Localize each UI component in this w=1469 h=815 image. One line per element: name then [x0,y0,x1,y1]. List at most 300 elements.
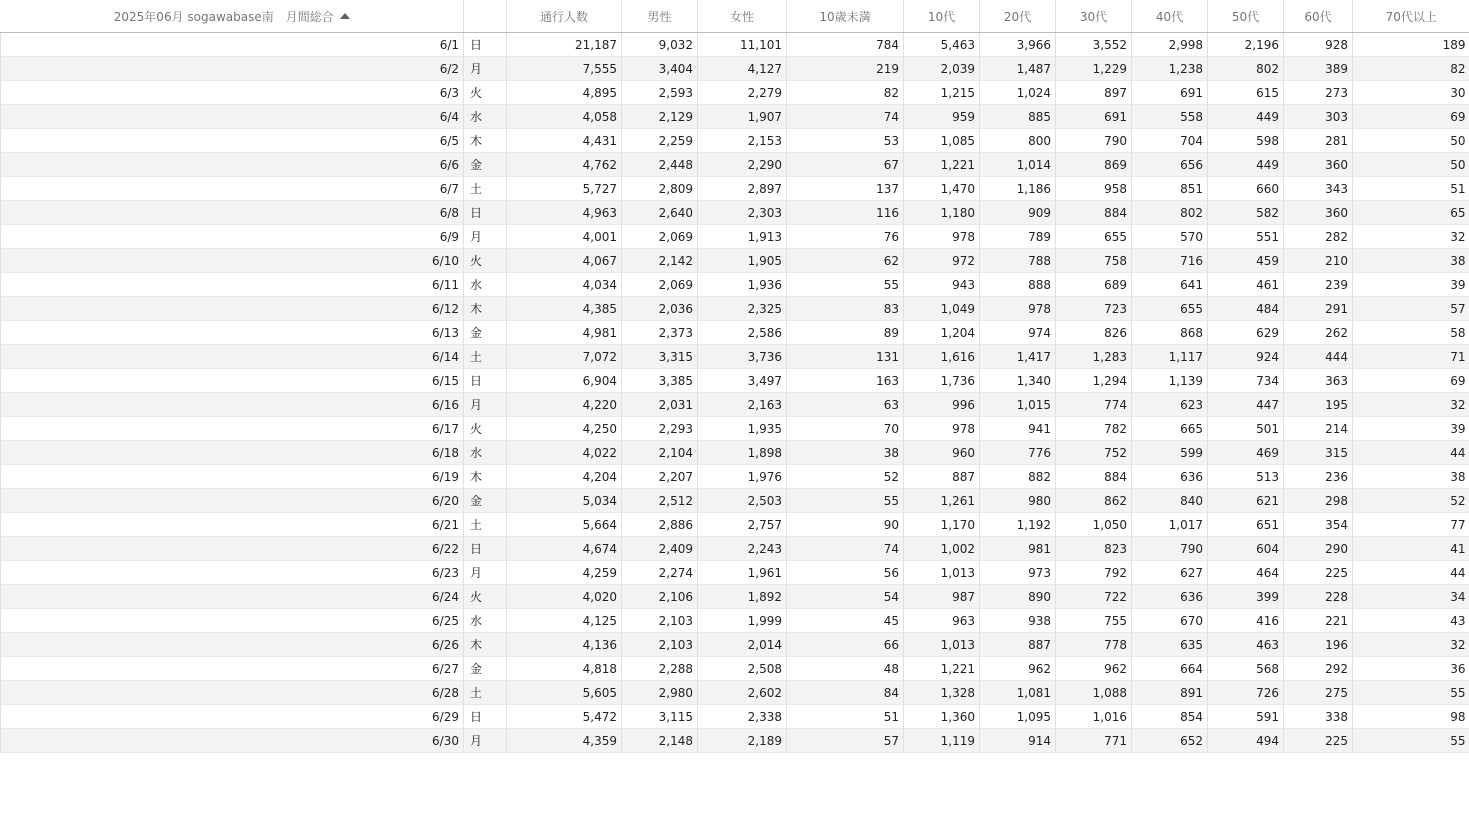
weekday-cell: 木 [464,129,507,153]
value-cell: 2,303 [698,201,787,225]
value-cell: 914 [980,729,1056,753]
value-cell: 3,966 [980,33,1056,57]
value-cell: 71 [1353,345,1469,369]
value-cell: 98 [1353,705,1469,729]
value-cell: 315 [1284,441,1353,465]
value-cell: 90 [787,513,904,537]
weekday-cell: 日 [464,201,507,225]
value-cell: 281 [1284,129,1353,153]
value-cell: 63 [787,393,904,417]
value-cell: 4,020 [507,585,622,609]
value-cell: 74 [787,105,904,129]
value-cell: 1,186 [980,177,1056,201]
value-cell: 2,031 [622,393,698,417]
value-cell: 21,187 [507,33,622,57]
value-cell: 214 [1284,417,1353,441]
value-cell: 4,127 [698,57,787,81]
value-cell: 55 [787,489,904,513]
value-cell: 77 [1353,513,1469,537]
value-cell: 84 [787,681,904,705]
value-cell: 32 [1353,633,1469,657]
table-row [1,345,1469,369]
weekday-cell: 土 [464,345,507,369]
value-cell: 802 [1208,57,1284,81]
value-cell: 635 [1132,633,1208,657]
value-cell: 2,288 [622,657,698,681]
value-cell: 582 [1208,201,1284,225]
value-cell: 4,250 [507,417,622,441]
weekday-cell: 月 [464,225,507,249]
value-cell: 652 [1132,729,1208,753]
table-row [1,201,1469,225]
value-cell: 2,103 [622,633,698,657]
table-row [1,561,1469,585]
value-cell: 74 [787,537,904,561]
value-cell: 962 [1056,657,1132,681]
table-row [1,129,1469,153]
table-row [1,609,1469,633]
value-cell: 4,034 [507,273,622,297]
weekday-cell: 水 [464,273,507,297]
value-cell: 4,136 [507,633,622,657]
value-cell: 1,016 [1056,705,1132,729]
value-cell: 854 [1132,705,1208,729]
column-header[interactable]: 40代 [1132,0,1208,33]
value-cell: 996 [904,393,980,417]
value-cell: 1,204 [904,321,980,345]
value-cell: 2,897 [698,177,787,201]
value-cell: 55 [1353,729,1469,753]
value-cell: 2,148 [622,729,698,753]
value-cell: 2,036 [622,297,698,321]
value-cell: 2,103 [622,609,698,633]
value-cell: 290 [1284,537,1353,561]
weekday-cell: 火 [464,585,507,609]
value-cell: 7,555 [507,57,622,81]
value-cell: 116 [787,201,904,225]
weekday-cell: 月 [464,729,507,753]
table-row [1,249,1469,273]
value-cell: 50 [1353,153,1469,177]
date-cell: 6/18 [1,441,464,465]
value-cell: 69 [1353,369,1469,393]
value-cell: 39 [1353,417,1469,441]
value-cell: 1,283 [1056,345,1132,369]
value-cell: 868 [1132,321,1208,345]
value-cell: 1,417 [980,345,1056,369]
value-cell: 621 [1208,489,1284,513]
value-cell: 189 [1353,33,1469,57]
table-row [1,369,1469,393]
value-cell: 790 [1132,537,1208,561]
table-row [1,729,1469,753]
weekday-cell: 水 [464,105,507,129]
value-cell: 4,259 [507,561,622,585]
table-row [1,393,1469,417]
value-cell: 4,385 [507,297,622,321]
weekday-cell: 金 [464,657,507,681]
value-cell: 69 [1353,105,1469,129]
value-cell: 48 [787,657,904,681]
date-cell: 6/7 [1,177,464,201]
value-cell: 604 [1208,537,1284,561]
value-cell: 598 [1208,129,1284,153]
date-cell: 6/25 [1,609,464,633]
date-cell: 6/19 [1,465,464,489]
column-header[interactable]: 30代 [1056,0,1132,33]
value-cell: 888 [980,273,1056,297]
value-cell: 2,014 [698,633,787,657]
value-cell: 1,905 [698,249,787,273]
value-cell: 897 [1056,81,1132,105]
value-cell: 1,049 [904,297,980,321]
value-cell: 909 [980,201,1056,225]
value-cell: 591 [1208,705,1284,729]
value-cell: 89 [787,321,904,345]
value-cell: 3,736 [698,345,787,369]
value-cell: 755 [1056,609,1132,633]
value-cell: 360 [1284,201,1353,225]
date-cell: 6/26 [1,633,464,657]
value-cell: 1,014 [980,153,1056,177]
value-cell: 570 [1132,225,1208,249]
value-cell: 2,593 [622,81,698,105]
value-cell: 41 [1353,537,1469,561]
header-row [1,0,1469,33]
column-header[interactable]: 男性 [622,0,698,33]
value-cell: 2,104 [622,441,698,465]
value-cell: 788 [980,249,1056,273]
value-cell: 599 [1132,441,1208,465]
value-cell: 938 [980,609,1056,633]
value-cell: 723 [1056,297,1132,321]
value-cell: 2,274 [622,561,698,585]
value-cell: 615 [1208,81,1284,105]
date-cell: 6/27 [1,657,464,681]
date-cell: 6/24 [1,585,464,609]
value-cell: 131 [787,345,904,369]
value-cell: 38 [1353,465,1469,489]
value-cell: 195 [1284,393,1353,417]
date-cell: 6/13 [1,321,464,345]
value-cell: 1,013 [904,633,980,657]
value-cell: 494 [1208,729,1284,753]
value-cell: 82 [1353,57,1469,81]
table-row [1,153,1469,177]
date-cell: 6/29 [1,705,464,729]
value-cell: 1,907 [698,105,787,129]
date-cell: 6/16 [1,393,464,417]
table-row [1,465,1469,489]
value-cell: 941 [980,417,1056,441]
value-cell: 2,602 [698,681,787,705]
value-cell: 1,119 [904,729,980,753]
date-cell: 6/30 [1,729,464,753]
table-row [1,585,1469,609]
value-cell: 1,095 [980,705,1056,729]
value-cell: 2,259 [622,129,698,153]
value-cell: 54 [787,585,904,609]
date-cell: 6/12 [1,297,464,321]
value-cell: 219 [787,57,904,81]
weekday-cell: 日 [464,33,507,57]
value-cell: 2,106 [622,585,698,609]
value-cell: 958 [1056,177,1132,201]
value-cell: 2,980 [622,681,698,705]
value-cell: 1,017 [1132,513,1208,537]
date-cell: 6/15 [1,369,464,393]
value-cell: 2,409 [622,537,698,561]
value-cell: 43 [1353,609,1469,633]
value-cell: 2,640 [622,201,698,225]
value-cell: 691 [1132,81,1208,105]
value-cell: 5,463 [904,33,980,57]
value-cell: 778 [1056,633,1132,657]
value-cell: 4,058 [507,105,622,129]
value-cell: 972 [904,249,980,273]
value-cell: 45 [787,609,904,633]
weekday-cell: 土 [464,681,507,705]
weekday-cell: 土 [464,177,507,201]
value-cell: 449 [1208,105,1284,129]
value-cell: 5,664 [507,513,622,537]
value-cell: 2,586 [698,321,787,345]
value-cell: 2,503 [698,489,787,513]
value-cell: 459 [1208,249,1284,273]
value-cell: 9,032 [622,33,698,57]
value-cell: 338 [1284,705,1353,729]
value-cell: 623 [1132,393,1208,417]
value-cell: 664 [1132,657,1208,681]
value-cell: 2,207 [622,465,698,489]
value-cell: 32 [1353,393,1469,417]
value-cell: 50 [1353,129,1469,153]
value-cell: 51 [787,705,904,729]
weekday-cell: 日 [464,369,507,393]
weekday-cell: 水 [464,609,507,633]
value-cell: 826 [1056,321,1132,345]
value-cell: 2,189 [698,729,787,753]
value-cell: 444 [1284,345,1353,369]
date-cell: 6/6 [1,153,464,177]
sort-ascending-icon[interactable] [340,13,350,19]
value-cell: 2,279 [698,81,787,105]
value-cell: 2,512 [622,489,698,513]
value-cell: 32 [1353,225,1469,249]
value-cell: 887 [980,633,1056,657]
value-cell: 884 [1056,465,1132,489]
value-cell: 4,674 [507,537,622,561]
date-column-header[interactable] [1,0,464,33]
date-cell: 6/28 [1,681,464,705]
value-cell: 1,192 [980,513,1056,537]
value-cell: 55 [1353,681,1469,705]
weekday-cell: 月 [464,561,507,585]
value-cell: 1,999 [698,609,787,633]
value-cell: 30 [1353,81,1469,105]
value-cell: 447 [1208,393,1284,417]
value-cell: 57 [787,729,904,753]
value-cell: 58 [1353,321,1469,345]
value-cell: 298 [1284,489,1353,513]
table-row [1,417,1469,441]
value-cell: 291 [1284,297,1353,321]
value-cell: 4,125 [507,609,622,633]
value-cell: 2,163 [698,393,787,417]
column-header[interactable]: 通行人数 [507,0,622,33]
value-cell: 959 [904,105,980,129]
table-row [1,273,1469,297]
value-cell: 2,196 [1208,33,1284,57]
value-cell: 225 [1284,729,1353,753]
value-cell: 1,487 [980,57,1056,81]
weekday-cell: 月 [464,57,507,81]
weekday-cell: 日 [464,537,507,561]
value-cell: 981 [980,537,1056,561]
table-body [1,33,1469,753]
value-cell: 978 [904,225,980,249]
column-header[interactable]: 70代以上 [1353,0,1469,33]
table-row [1,705,1469,729]
value-cell: 851 [1132,177,1208,201]
value-cell: 57 [1353,297,1469,321]
value-cell: 862 [1056,489,1132,513]
value-cell: 239 [1284,273,1353,297]
value-cell: 4,022 [507,441,622,465]
value-cell: 758 [1056,249,1132,273]
value-cell: 722 [1056,585,1132,609]
value-cell: 4,895 [507,81,622,105]
value-cell: 789 [980,225,1056,249]
value-cell: 137 [787,177,904,201]
value-cell: 4,067 [507,249,622,273]
column-header[interactable]: 50代 [1208,0,1284,33]
value-cell: 1,081 [980,681,1056,705]
date-cell: 6/20 [1,489,464,513]
value-cell: 689 [1056,273,1132,297]
weekday-cell: 木 [464,633,507,657]
value-cell: 2,448 [622,153,698,177]
value-cell: 1,015 [980,393,1056,417]
value-cell: 636 [1132,465,1208,489]
weekday-cell: 火 [464,81,507,105]
value-cell: 641 [1132,273,1208,297]
column-header[interactable]: 10歳未満 [787,0,904,33]
column-header[interactable]: 60代 [1284,0,1353,33]
value-cell: 2,142 [622,249,698,273]
value-cell: 4,220 [507,393,622,417]
value-cell: 551 [1208,225,1284,249]
table-row [1,57,1469,81]
value-cell: 363 [1284,369,1353,393]
value-cell: 1,013 [904,561,980,585]
value-cell: 1,961 [698,561,787,585]
table-row [1,537,1469,561]
value-cell: 885 [980,105,1056,129]
value-cell: 469 [1208,441,1284,465]
date-cell: 6/14 [1,345,464,369]
value-cell: 558 [1132,105,1208,129]
value-cell: 973 [980,561,1056,585]
value-cell: 76 [787,225,904,249]
date-cell: 6/5 [1,129,464,153]
value-cell: 39 [1353,273,1469,297]
value-cell: 774 [1056,393,1132,417]
value-cell: 4,762 [507,153,622,177]
value-cell: 11,101 [698,33,787,57]
value-cell: 6,904 [507,369,622,393]
value-cell: 5,034 [507,489,622,513]
weekday-cell: 日 [464,705,507,729]
value-cell: 464 [1208,561,1284,585]
value-cell: 4,204 [507,465,622,489]
date-cell: 6/3 [1,81,464,105]
value-cell: 7,072 [507,345,622,369]
value-cell: 292 [1284,657,1353,681]
table-row [1,177,1469,201]
value-cell: 3,385 [622,369,698,393]
weekday-cell: 土 [464,513,507,537]
dow-column-header [464,0,507,33]
value-cell: 449 [1208,153,1284,177]
value-cell: 52 [787,465,904,489]
value-cell: 70 [787,417,904,441]
value-cell: 891 [1132,681,1208,705]
value-cell: 636 [1132,585,1208,609]
value-cell: 882 [980,465,1056,489]
value-cell: 1,360 [904,705,980,729]
column-header[interactable]: 女性 [698,0,787,33]
value-cell: 978 [980,297,1056,321]
value-cell: 1,221 [904,153,980,177]
value-cell: 1,024 [980,81,1056,105]
value-cell: 416 [1208,609,1284,633]
value-cell: 38 [1353,249,1469,273]
value-cell: 823 [1056,537,1132,561]
value-cell: 44 [1353,561,1469,585]
value-cell: 2,069 [622,273,698,297]
value-cell: 1,470 [904,177,980,201]
column-header[interactable]: 20代 [980,0,1056,33]
value-cell: 716 [1132,249,1208,273]
value-cell: 568 [1208,657,1284,681]
value-cell: 354 [1284,513,1353,537]
value-cell: 924 [1208,345,1284,369]
table-row [1,633,1469,657]
value-cell: 665 [1132,417,1208,441]
weekday-cell: 金 [464,321,507,345]
weekday-cell: 木 [464,297,507,321]
value-cell: 461 [1208,273,1284,297]
value-cell: 5,727 [507,177,622,201]
value-cell: 978 [904,417,980,441]
date-cell: 6/4 [1,105,464,129]
value-cell: 83 [787,297,904,321]
value-cell: 1,180 [904,201,980,225]
value-cell: 275 [1284,681,1353,705]
value-cell: 55 [787,273,904,297]
value-cell: 3,552 [1056,33,1132,57]
column-header[interactable]: 10代 [904,0,980,33]
value-cell: 790 [1056,129,1132,153]
value-cell: 53 [787,129,904,153]
table-row [1,657,1469,681]
value-cell: 4,818 [507,657,622,681]
value-cell: 2,325 [698,297,787,321]
value-cell: 655 [1132,297,1208,321]
value-cell: 1,117 [1132,345,1208,369]
date-cell: 6/8 [1,201,464,225]
